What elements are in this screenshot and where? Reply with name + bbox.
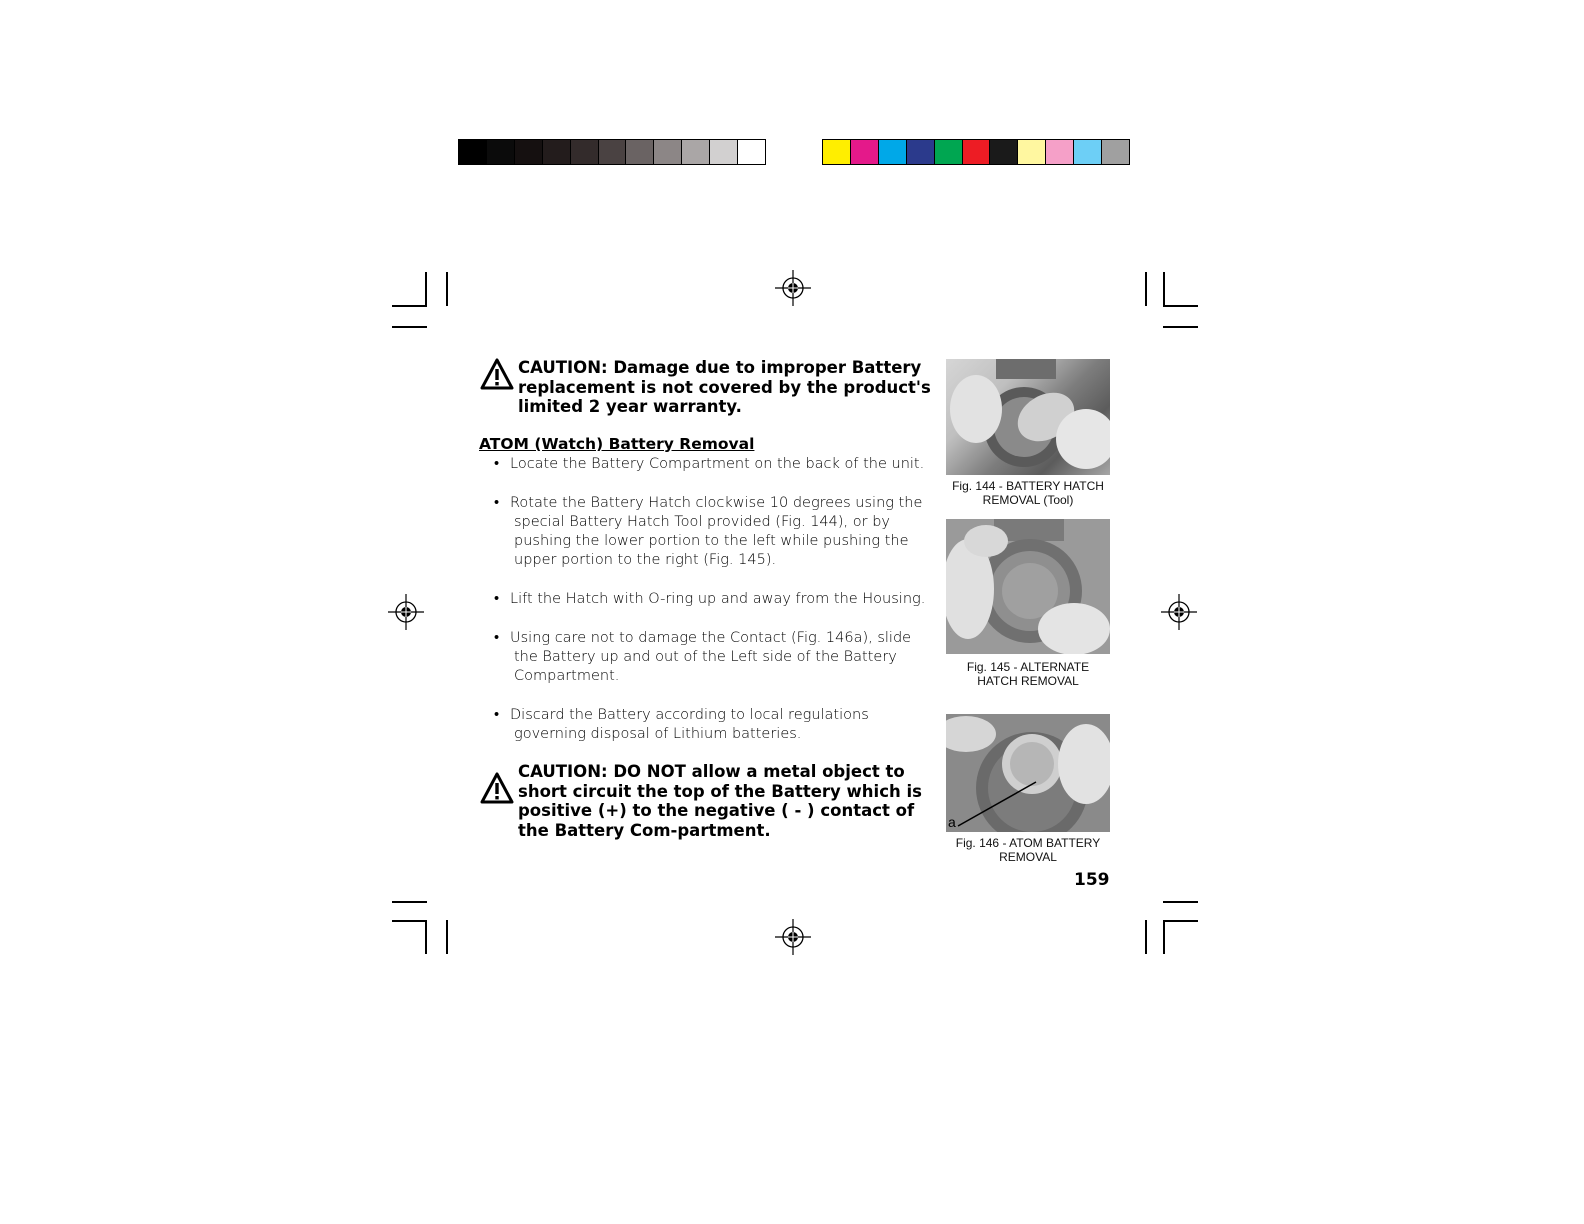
list-item-text: Locate the Battery Compartment on the back of the unit. (510, 456, 925, 472)
crop-mark (425, 920, 427, 954)
color-swatch (1074, 140, 1102, 164)
battery-hatch-tool-photo (946, 359, 1110, 475)
bullet-marker: • (494, 591, 500, 608)
crop-mark (392, 326, 427, 328)
crop-mark (392, 920, 427, 922)
caption-line: Fig. 146 - ATOM BATTERY (955, 836, 1101, 850)
caution-bottom (480, 762, 928, 840)
list-item (492, 629, 932, 687)
bullet-marker: • (494, 629, 500, 646)
page-number: 159 (1074, 870, 1110, 890)
color-swatch (654, 140, 682, 164)
color-swatch (459, 140, 487, 164)
color-swatch (1046, 140, 1074, 164)
crop-mark (1163, 920, 1198, 922)
list-item (492, 494, 932, 571)
color-swatch (851, 140, 879, 164)
figure-caption (946, 660, 1110, 688)
color-swatch (626, 140, 654, 164)
list-item (492, 706, 932, 745)
color-swatch (963, 140, 991, 164)
bullet-marker: • (494, 456, 500, 472)
crop-mark (446, 272, 448, 306)
alternate-hatch-removal-photo (946, 519, 1110, 654)
callout-label: a (948, 814, 956, 830)
bullet-marker: • (494, 494, 500, 511)
registration-mark-icon (1161, 594, 1197, 630)
crop-mark (1163, 272, 1165, 306)
color-swatch (682, 140, 710, 164)
battery-removal-photo (946, 714, 1110, 832)
caption-line: HATCH REMOVAL (977, 674, 1079, 688)
caption-line: REMOVAL (999, 850, 1057, 864)
crop-mark (392, 901, 427, 903)
color-swatch (487, 140, 515, 164)
figure-144 (946, 359, 1110, 507)
color-swatch (990, 140, 1018, 164)
figure-caption (946, 836, 1110, 864)
list-item (492, 455, 932, 474)
watch-illustration (946, 519, 1110, 654)
crop-mark (1145, 920, 1147, 954)
caption-line: Fig. 145 - ALTERNATE (966, 660, 1090, 674)
caution-top (480, 358, 940, 417)
color-swatch (935, 140, 963, 164)
caution-top-text: CAUTION: Damage due to improper Battery replacement is not covered by the product's limited 2 year warranty. (518, 358, 931, 416)
color-swatch (823, 140, 851, 164)
grayscale-color-bar (458, 139, 766, 165)
crop-mark (1163, 901, 1198, 903)
removal-steps-list (492, 455, 932, 764)
color-swatch (515, 140, 543, 164)
color-swatch (907, 140, 935, 164)
crop-mark (425, 272, 427, 306)
color-swatch (1102, 140, 1129, 164)
watch-illustration (946, 714, 1110, 832)
list-item-text: Lift the Hatch with O-ring up and away from the Housing. (510, 591, 926, 608)
color-swatch (599, 140, 627, 164)
registration-mark-icon (775, 270, 811, 306)
warning-triangle-icon (480, 358, 514, 390)
crop-mark (1163, 326, 1198, 328)
crop-mark (392, 305, 427, 307)
process-color-bar (822, 139, 1130, 165)
color-swatch (738, 140, 765, 164)
crop-mark (446, 920, 448, 954)
registration-mark-icon (775, 919, 811, 955)
list-item-text: Using care not to damage the Contact (Fig. 146a), slide the Battery up and out of the Left side of the Battery Compartment. (510, 629, 912, 685)
bullet-marker: • (494, 706, 500, 723)
figure-145 (946, 519, 1110, 688)
color-swatch (879, 140, 907, 164)
warning-triangle-icon (480, 772, 514, 804)
section-heading: ATOM (Watch) Battery Removal (479, 435, 755, 453)
list-item-text: Discard the Battery according to local regulations governing disposal of Lithium batteries. (510, 706, 869, 743)
crop-mark (1145, 272, 1147, 306)
figure-caption (946, 479, 1110, 507)
list-item-text: Rotate the Battery Hatch clockwise 10 degrees using the special Battery Hatch Tool provided (Fig. 144), or by pushing the lower portion to the left while pushing the upper portion to the right (Fig. 145). (510, 494, 923, 569)
caption-line: Fig. 144 - BATTERY HATCH (952, 479, 1104, 493)
registration-mark-icon (388, 594, 424, 630)
caption-line: REMOVAL (Tool) (982, 493, 1074, 507)
crop-mark (1163, 305, 1198, 307)
color-swatch (571, 140, 599, 164)
figure-146 (946, 714, 1110, 864)
crop-mark (1163, 920, 1165, 954)
watch-illustration (946, 359, 1110, 475)
color-swatch (1018, 140, 1046, 164)
caution-bottom-text: CAUTION: DO NOT allow a metal object to short circuit the top of the Battery which is positive (+) to the negative ( - ) contact of the Battery Com-partment. (518, 762, 922, 840)
list-item (492, 590, 932, 609)
color-swatch (710, 140, 738, 164)
color-swatch (543, 140, 571, 164)
